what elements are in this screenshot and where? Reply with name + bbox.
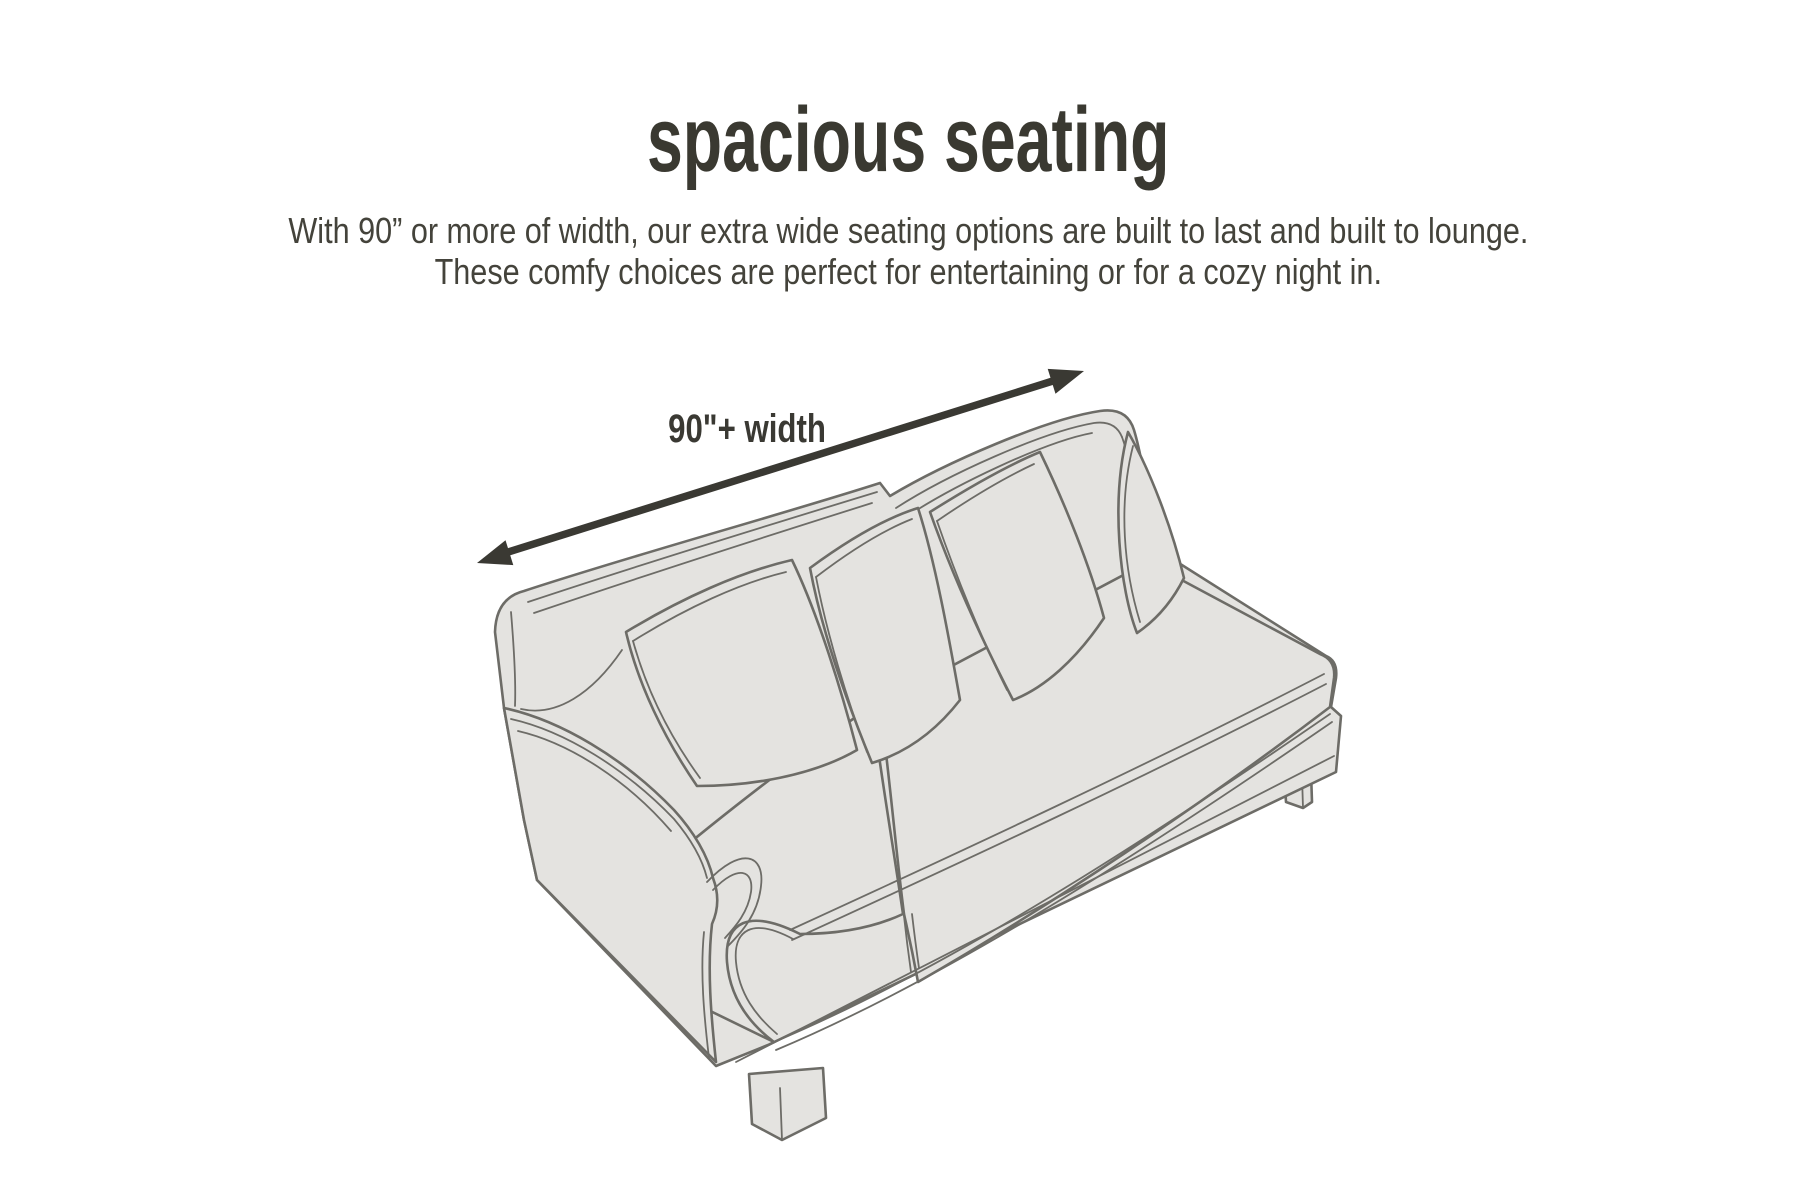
subtitle-line-1: With 90” or more of width, our extra wide seating options are built to last and built to lounge. xyxy=(288,210,1529,251)
subtitle-line-2: These comfy choices are perfect for entertaining or for a cozy night in. xyxy=(434,251,1383,292)
width-dimension-label: 90"+ width xyxy=(668,406,826,451)
page-title: spacious seating xyxy=(647,89,1170,191)
